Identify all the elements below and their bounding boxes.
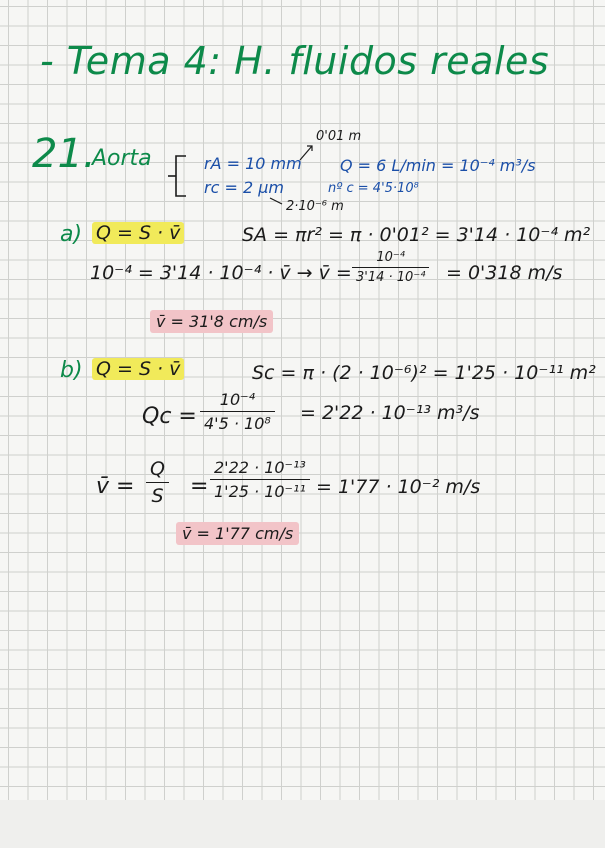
part-a-formula xyxy=(92,224,184,243)
velocity-fraction xyxy=(210,458,310,501)
part-a-equation: 10⁻⁴ = 3'14 · 10⁻⁴ · v̄ → v̄ = xyxy=(90,262,352,284)
part-a-fraction-denominator: 3'14 · 10⁻⁴ xyxy=(356,270,426,285)
part-a-answer-text: v̄ = 31'8 cm/s xyxy=(150,310,273,333)
q-over-s-numerator: Q xyxy=(146,458,169,483)
part-a-result: = 0'318 m/s xyxy=(446,262,563,284)
part-a-formula-text: Q = S · v̄ xyxy=(92,222,184,244)
problem-subject: Aorta xyxy=(92,146,152,171)
part-a-label: a) xyxy=(60,222,83,247)
part-b-formula xyxy=(92,360,184,379)
part-a-fraction xyxy=(352,250,429,285)
problem-number: 21. xyxy=(32,131,96,177)
velocity-fraction-denominator: 1'25 · 10⁻¹¹ xyxy=(214,482,306,501)
capillary-count: nº c = 4'5·10⁸ xyxy=(328,181,419,196)
q-over-s-denominator: S xyxy=(151,485,164,507)
part-a-fraction-numerator: 10⁻⁴ xyxy=(352,250,429,268)
radius-capillary: rc = 2 μm xyxy=(204,178,284,197)
part-b-label: b) xyxy=(60,358,83,383)
qc-fraction-denominator: 4'5 · 10⁸ xyxy=(204,414,271,433)
part-b-area: Sc = π · (2 · 10⁻⁶)² = 1'25 · 10⁻¹¹ m² xyxy=(252,362,596,384)
qc-fraction xyxy=(200,390,275,433)
q-over-s-fraction xyxy=(146,458,169,507)
velocity-fraction-numerator: 2'22 · 10⁻¹³ xyxy=(210,458,310,480)
qc-label: Qc = xyxy=(142,404,197,429)
equals-sign: = xyxy=(190,474,209,499)
qc-fraction-numerator: 10⁻⁴ xyxy=(200,390,275,412)
velocity-result: = 1'77 · 10⁻² m/s xyxy=(316,476,481,498)
velocity-label: v̄ = xyxy=(96,474,135,499)
radius-capillary-note: 2·10⁻⁶ m xyxy=(286,199,344,214)
part-b-answer-text: v̄ = 1'77 cm/s xyxy=(176,522,299,545)
radius-aorta-note: 0'01 m xyxy=(316,129,362,144)
qc-result: = 2'22 · 10⁻¹³ m³/s xyxy=(300,402,480,424)
radius-aorta: rA = 10 mm xyxy=(204,154,302,173)
part-b-formula-text: Q = S · v̄ xyxy=(92,358,184,380)
part-a-answer xyxy=(150,314,273,330)
page-title: - Tema 4: H. fluidos reales xyxy=(40,39,550,83)
part-b-answer xyxy=(176,526,299,542)
flow-rate: Q = 6 L/min = 10⁻⁴ m³/s xyxy=(340,156,536,175)
part-a-area: SA = πr² = π · 0'01² = 3'14 · 10⁻⁴ m² xyxy=(242,224,591,246)
